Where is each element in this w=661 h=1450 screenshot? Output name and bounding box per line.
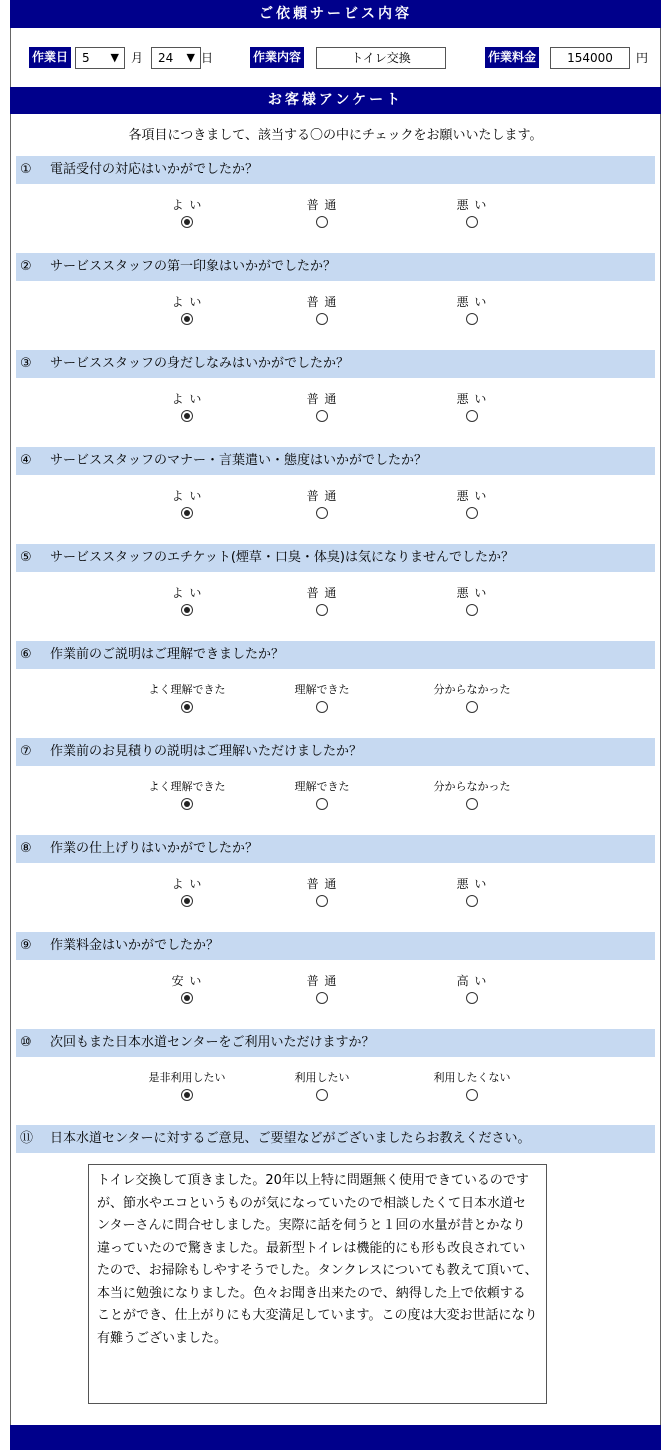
month-select[interactable] (75, 47, 125, 69)
option-radio[interactable] (316, 313, 328, 325)
option-label: 悪 い (456, 392, 488, 406)
option-label: よく理解できた (148, 683, 226, 696)
question-2 (16, 253, 655, 281)
option-radio[interactable] (316, 1089, 328, 1101)
option-label: 悪 い (456, 295, 488, 309)
option-radio[interactable] (466, 701, 478, 713)
option-label: 普 通 (306, 489, 338, 503)
option-label: 理解できた (294, 683, 350, 696)
option-radio[interactable] (181, 798, 193, 810)
fee-field[interactable]: 154000 (550, 47, 630, 69)
option-label: よ い (171, 198, 203, 212)
option-label: よ い (171, 489, 203, 503)
date-label: 作業日 (29, 47, 71, 68)
option-radio[interactable] (181, 604, 193, 616)
option-radio[interactable] (316, 992, 328, 1004)
option-label: 悪 い (456, 586, 488, 600)
option-label: 分からなかった (433, 780, 511, 793)
option-label: よ い (171, 295, 203, 309)
question-8 (16, 835, 655, 863)
question-6 (16, 641, 655, 669)
option-radio[interactable] (466, 798, 478, 810)
option-radio[interactable] (181, 313, 193, 325)
question-number: ③ (20, 356, 32, 371)
day-unit: 日 (201, 51, 214, 65)
option-radio[interactable] (316, 507, 328, 519)
question-4 (16, 447, 655, 475)
option-label: 普 通 (306, 974, 338, 988)
question-number: ⑥ (20, 647, 32, 662)
question-7 (16, 738, 655, 766)
question-text: 作業料金はいかがでしたか？ (50, 938, 220, 953)
fee-label: 作業料金 (485, 47, 539, 68)
option-radio[interactable] (466, 1089, 478, 1101)
option-label: 理解できた (294, 780, 350, 793)
option-label: 悪 い (456, 877, 488, 891)
option-radio[interactable] (316, 895, 328, 907)
question-3 (16, 350, 655, 378)
question-number: ⑤ (20, 550, 32, 565)
option-radio[interactable] (466, 216, 478, 228)
option-radio[interactable] (316, 604, 328, 616)
survey-header: お客様アンケート (10, 87, 661, 114)
option-radio[interactable] (466, 313, 478, 325)
question-number: ⑦ (20, 744, 32, 759)
option-radio[interactable] (181, 992, 193, 1004)
question-number: ⑩ (20, 1035, 32, 1050)
question-10 (16, 1029, 655, 1057)
chevron-down-icon: ▼ (110, 51, 119, 64)
option-radio[interactable] (181, 701, 193, 713)
option-radio[interactable] (466, 604, 478, 616)
question-text: 作業前のお見積りの説明はご理解いただけましたか？ (50, 744, 363, 759)
option-label: 利用したくない (433, 1071, 511, 1084)
option-label: 普 通 (306, 877, 338, 891)
comment-textarea[interactable]: トイレ交換して頂きました。20年以上特に問題無く使用できているのですが、節水やエコというものが気になっていたので相談したくて日本水道センターさんに問合せしました。実際に話を伺うと１回の水量が昔とかなり違っていたので驚きました。最新型トイレは機能的にも形も改良されていたので、お掃除もしやすそうでした。タンクレスについても教えて頂いて、本当に勉強になりました。色々お聞き出来たので、納得した上で依頼することができ、仕上がりにも大変満足しています。この度は大変お世話になり有難うございました。 (88, 1164, 547, 1404)
option-label: 普 通 (306, 586, 338, 600)
option-label: 悪 い (456, 489, 488, 503)
question-number: ② (20, 259, 32, 274)
option-label: 悪 い (456, 198, 488, 212)
question-number: ⑨ (20, 938, 32, 953)
month-value: 5 (82, 51, 90, 65)
option-label: よ い (171, 877, 203, 891)
option-radio[interactable] (466, 895, 478, 907)
question-text: サービススタッフの身だしなみはいかがでしたか？ (50, 356, 350, 371)
month-unit: 月 (131, 51, 144, 65)
question-number: ⑪ (20, 1131, 34, 1146)
question-text: サービススタッフのエチケット(煙草・口臭・体臭)は気になりませんでしたか？ (50, 550, 514, 565)
option-radio[interactable] (316, 216, 328, 228)
option-radio[interactable] (181, 410, 193, 422)
chevron-down-icon: ▼ (186, 51, 195, 64)
option-radio[interactable] (181, 895, 193, 907)
fee-unit: 円 (636, 51, 649, 65)
question-text: 電話受付の対応はいかがでしたか？ (50, 162, 259, 177)
option-radio[interactable] (466, 410, 478, 422)
survey-intro: 各項目につきまして、該当する〇の中にチェックをお願いいたします。 (128, 128, 543, 143)
option-label: 分からなかった (433, 683, 511, 696)
question-text: 作業前のご説明はご理解できましたか？ (50, 647, 285, 662)
question-number: ④ (20, 453, 32, 468)
option-radio[interactable] (181, 1089, 193, 1101)
question-5 (16, 544, 655, 572)
option-radio[interactable] (466, 507, 478, 519)
day-select[interactable] (151, 47, 201, 69)
option-label: 利用したい (294, 1071, 350, 1084)
option-label: 普 通 (306, 198, 338, 212)
option-radio[interactable] (316, 798, 328, 810)
option-radio[interactable] (316, 701, 328, 713)
option-radio[interactable] (316, 410, 328, 422)
option-label: 安 い (171, 974, 203, 988)
content-label: 作業内容 (250, 47, 304, 68)
question-text: 日本水道センターに対するご意見、ご要望などがございましたらお教えください。 (50, 1131, 531, 1146)
option-radio[interactable] (181, 216, 193, 228)
question-number: ① (20, 162, 32, 177)
question-text: サービススタッフのマナー・言葉遣い・態度はいかがでしたか？ (50, 453, 428, 468)
option-label: よ い (171, 586, 203, 600)
question-9 (16, 932, 655, 960)
question-text: 作業の仕上げりはいかがでしたか？ (50, 841, 259, 856)
content-field[interactable]: トイレ交換 (316, 47, 446, 69)
option-radio[interactable] (466, 992, 478, 1004)
question-number: ⑧ (20, 841, 32, 856)
option-radio[interactable] (181, 507, 193, 519)
question-11 (16, 1125, 655, 1153)
day-value: 24 (158, 51, 174, 65)
service-header: ご依頼サービス内容 (10, 0, 661, 28)
footer-bar (10, 1425, 661, 1450)
question-1 (16, 156, 655, 184)
option-label: よ い (171, 392, 203, 406)
option-label: 是非利用したい (148, 1071, 226, 1084)
question-text: 次回もまた日本水道センターをご利用いただけますか？ (50, 1035, 375, 1050)
service-details (10, 44, 661, 70)
option-label: 普 通 (306, 392, 338, 406)
option-label: 普 通 (306, 295, 338, 309)
question-text: サービススタッフの第一印象はいかがでしたか？ (50, 259, 337, 274)
option-label: よく理解できた (148, 780, 226, 793)
option-label: 高 い (456, 974, 488, 988)
